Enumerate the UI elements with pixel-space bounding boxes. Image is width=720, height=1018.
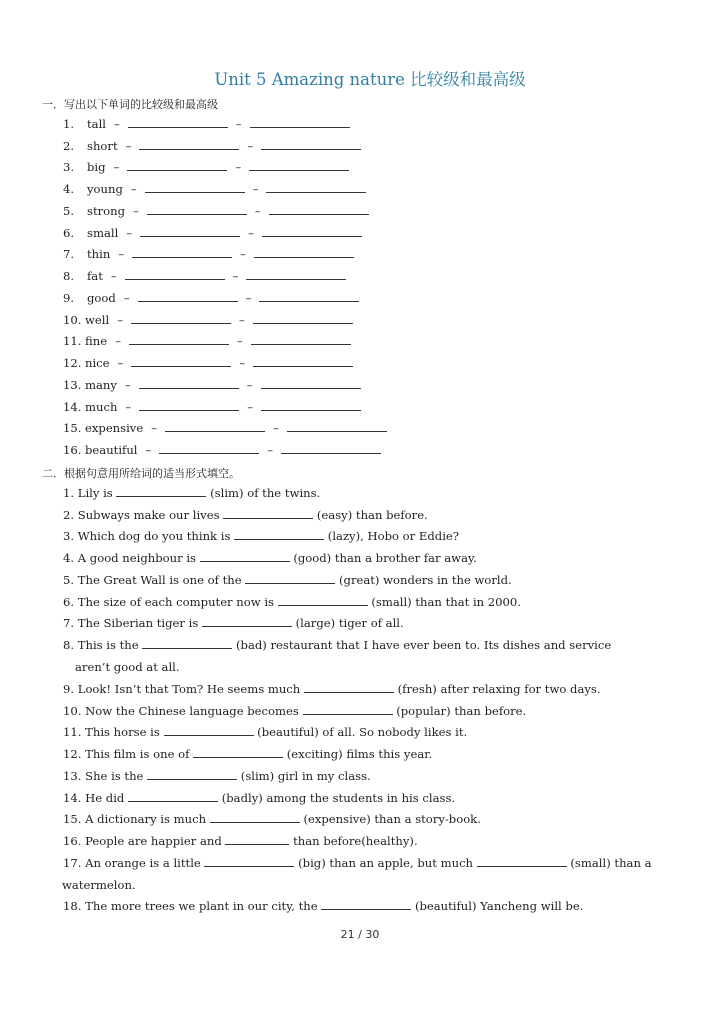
question-text: 8. This is the — [63, 638, 143, 652]
question-text: (large) tiger of all. — [291, 616, 404, 630]
word-item — [63, 356, 353, 370]
answer-blank[interactable] — [278, 595, 368, 606]
question-text: (exciting) films this year. — [283, 747, 433, 761]
dash: – — [254, 204, 261, 218]
question-text: 4. A good neighbour is — [63, 551, 200, 565]
item-word: big — [87, 160, 106, 174]
item-word: fine — [85, 334, 108, 348]
dash: – — [145, 443, 152, 457]
question-text: (great) wonders in the world. — [335, 573, 512, 587]
superlative-blank[interactable] — [269, 204, 369, 215]
question — [63, 704, 526, 718]
dash: – — [252, 182, 259, 196]
answer-blank[interactable] — [193, 747, 283, 758]
answer-blank[interactable] — [321, 899, 411, 910]
question — [63, 486, 320, 500]
word-item — [63, 160, 349, 174]
section1-heading: 一．写出以下单词的比较级和最高级 — [42, 98, 218, 111]
superlative-blank[interactable] — [261, 400, 361, 411]
dash: – — [247, 400, 254, 414]
question-text: (easy) than before. — [313, 508, 428, 522]
section2-heading: 二．根据句意用所给词的适当形式填空。 — [42, 467, 240, 480]
question — [63, 812, 481, 826]
answer-blank[interactable] — [116, 486, 206, 497]
dash: – — [246, 378, 253, 392]
word-item — [63, 378, 361, 392]
item-word: fat — [87, 269, 103, 283]
dash: – — [235, 117, 242, 131]
question-text: 15. A dictionary is much — [63, 812, 210, 826]
superlative-blank[interactable] — [250, 117, 350, 128]
dash: – — [115, 334, 121, 348]
answer-blank[interactable] — [200, 551, 290, 562]
word-item — [63, 269, 346, 283]
page-number: 21 / 30 — [340, 928, 380, 941]
question-text: 5. The Great Wall is one of the — [63, 573, 246, 587]
comparative-blank[interactable] — [125, 269, 225, 280]
comparative-blank[interactable] — [138, 291, 238, 302]
dash: – — [248, 226, 254, 240]
superlative-blank[interactable] — [261, 139, 361, 150]
answer-blank[interactable] — [245, 573, 335, 584]
question-text: than before(healthy). — [289, 834, 418, 848]
comparative-blank[interactable] — [147, 204, 247, 215]
answer-blank[interactable] — [303, 704, 393, 715]
item-number: 15. — [63, 421, 82, 435]
question — [63, 529, 459, 543]
question — [63, 769, 371, 783]
dash: – — [117, 313, 123, 327]
superlative-blank[interactable] — [262, 226, 362, 237]
item-word: strong — [87, 204, 126, 218]
item-number: 16. — [63, 443, 82, 457]
answer-blank[interactable] — [147, 769, 237, 780]
comparative-blank[interactable] — [140, 226, 240, 237]
question-text: 3. Which dog do you think is — [63, 529, 235, 543]
answer-blank[interactable] — [202, 616, 292, 627]
comparative-blank[interactable] — [129, 334, 229, 345]
question — [63, 573, 512, 587]
item-word: good — [87, 291, 116, 305]
dash: – — [130, 182, 137, 196]
word-item — [63, 443, 381, 457]
question — [63, 725, 467, 739]
item-word: many — [85, 378, 117, 392]
question-text: 7. The Siberian tiger is — [63, 616, 202, 630]
item-number: 9. — [63, 291, 75, 305]
question-text: 6. The size of each computer now is — [63, 595, 278, 609]
item-word: beautiful — [85, 443, 138, 457]
dash: – — [125, 139, 132, 153]
question-text: (big) than an apple, but much — [294, 856, 477, 870]
item-number: 12. — [63, 356, 82, 370]
answer-blank[interactable] — [477, 856, 567, 867]
dash: – — [239, 313, 245, 327]
question-text: 12. This film is one of — [63, 747, 194, 761]
comparative-blank[interactable] — [139, 400, 239, 411]
comparative-blank[interactable] — [139, 378, 239, 389]
word-item — [63, 313, 353, 327]
dash: – — [245, 291, 252, 305]
question-continuation: watermelon. — [62, 878, 136, 892]
answer-blank[interactable] — [164, 725, 254, 736]
dash: – — [126, 226, 133, 240]
item-word: young — [87, 182, 123, 196]
question-text: (badly) among the students in his class. — [218, 791, 456, 805]
question — [63, 638, 611, 652]
question-text: (slim) of the twins. — [206, 486, 321, 500]
dash: – — [240, 247, 246, 261]
superlative-blank[interactable] — [253, 356, 353, 367]
answer-blank[interactable] — [225, 834, 289, 845]
dash: – — [267, 443, 274, 457]
word-item — [63, 204, 369, 218]
dash: – — [123, 291, 130, 305]
word-item — [63, 247, 354, 261]
item-number: 2. — [63, 139, 75, 153]
dash: – — [239, 356, 246, 370]
question-text: 14. He did — [63, 791, 129, 805]
superlative-blank[interactable] — [254, 247, 354, 258]
item-word: much — [85, 400, 118, 414]
dash: – — [133, 204, 139, 218]
item-word: nice — [85, 356, 110, 370]
question — [63, 595, 521, 609]
word-item — [63, 421, 387, 435]
question-text: (expensive) than a story-book. — [299, 812, 481, 826]
question-text: (good) than a brother far away. — [289, 551, 477, 565]
comparative-blank[interactable] — [165, 421, 265, 432]
dash: – — [236, 334, 243, 348]
question-text: 1. Lily is — [63, 486, 117, 500]
dash: – — [113, 160, 120, 174]
item-number: 3. — [63, 160, 75, 174]
question-text: 13. She is the — [63, 769, 148, 783]
comparative-blank[interactable] — [139, 139, 239, 150]
question — [63, 682, 601, 696]
question-text: 9. Look! Isn’t that Tom? He seems much — [63, 682, 304, 696]
dash: – — [117, 356, 124, 370]
word-item — [63, 139, 361, 153]
item-word: small — [87, 226, 119, 240]
question — [63, 856, 652, 870]
dash: – — [273, 421, 279, 435]
question — [63, 834, 418, 848]
item-number: 14. — [63, 400, 82, 414]
question-text: (popular) than before. — [392, 704, 527, 718]
question-text: (slim) girl in my class. — [237, 769, 371, 783]
item-number: 4. — [63, 182, 75, 196]
comparative-blank[interactable] — [131, 313, 231, 324]
dash: – — [118, 247, 125, 261]
comparative-blank[interactable] — [132, 247, 232, 258]
item-word: well — [85, 313, 110, 327]
question — [63, 616, 404, 630]
question-text: (lazy), Hobo or Eddie? — [324, 529, 459, 543]
question-text: 10. Now the Chinese language becomes — [63, 704, 303, 718]
question — [63, 747, 432, 761]
item-number: 13. — [63, 378, 82, 392]
superlative-blank[interactable] — [281, 443, 381, 454]
superlative-blank[interactable] — [253, 313, 353, 324]
question-text: 17. An orange is a little — [63, 856, 205, 870]
dash: – — [235, 160, 242, 174]
item-word: tall — [87, 117, 106, 131]
item-number: 11. — [63, 334, 82, 348]
answer-blank[interactable] — [204, 856, 294, 867]
superlative-blank[interactable] — [249, 160, 349, 171]
dash: – — [232, 269, 239, 283]
item-word: short — [87, 139, 118, 153]
dash: – — [114, 117, 120, 131]
page-title: Unit 5 Amazing nature 比较级和最高级 — [214, 70, 526, 89]
answer-blank[interactable] — [304, 682, 394, 693]
question-text: (small) than that in 2000. — [367, 595, 521, 609]
item-word: thin — [87, 247, 111, 261]
dash: – — [247, 139, 254, 153]
superlative-blank[interactable] — [246, 269, 346, 280]
item-number: 10. — [63, 313, 82, 327]
comparative-blank[interactable] — [145, 182, 245, 193]
item-number: 1. — [63, 117, 75, 131]
question-continuation: aren’t good at all. — [75, 660, 180, 674]
question-text: 11. This horse is — [63, 725, 164, 739]
superlative-blank[interactable] — [259, 291, 359, 302]
question-text: (bad) restaurant that I have ever been to. Its dishes and service — [232, 638, 612, 652]
word-item — [63, 117, 350, 131]
superlative-blank[interactable] — [287, 421, 387, 432]
word-item — [63, 182, 366, 196]
item-number: 7. — [63, 247, 75, 261]
item-number: 6. — [63, 226, 75, 240]
comparative-blank[interactable] — [159, 443, 259, 454]
question-text: (fresh) after relaxing for two days. — [393, 682, 601, 696]
dash: – — [151, 421, 158, 435]
question — [63, 791, 455, 805]
item-number: 5. — [63, 204, 75, 218]
question-text: (beautiful) Yancheng will be. — [411, 899, 584, 913]
item-word: expensive — [85, 421, 144, 435]
superlative-blank[interactable] — [261, 378, 361, 389]
superlative-blank[interactable] — [251, 334, 351, 345]
answer-blank[interactable] — [210, 812, 300, 823]
dash: – — [125, 400, 132, 414]
question-text: 18. The more trees we plant in our city, the — [63, 899, 322, 913]
comparative-blank[interactable] — [131, 356, 231, 367]
word-item — [63, 400, 361, 414]
answer-blank[interactable] — [234, 529, 324, 540]
dash: – — [124, 378, 131, 392]
dash: – — [110, 269, 117, 283]
word-item — [63, 334, 351, 348]
answer-blank[interactable] — [223, 508, 313, 519]
comparative-blank[interactable] — [127, 160, 227, 171]
question-text: (small) than a — [566, 856, 652, 870]
item-number: 8. — [63, 269, 75, 283]
word-item — [63, 226, 362, 240]
question-text: 16. People are happier and — [63, 834, 226, 848]
question — [63, 899, 583, 913]
question — [63, 551, 477, 565]
word-item — [63, 291, 359, 305]
question — [63, 508, 428, 522]
question-text: 2. Subways make our lives — [63, 508, 224, 522]
answer-blank[interactable] — [128, 791, 218, 802]
comparative-blank[interactable] — [128, 117, 228, 128]
answer-blank[interactable] — [142, 638, 232, 649]
question-text: (beautiful) of all. So nobody likes it. — [253, 725, 468, 739]
superlative-blank[interactable] — [266, 182, 366, 193]
